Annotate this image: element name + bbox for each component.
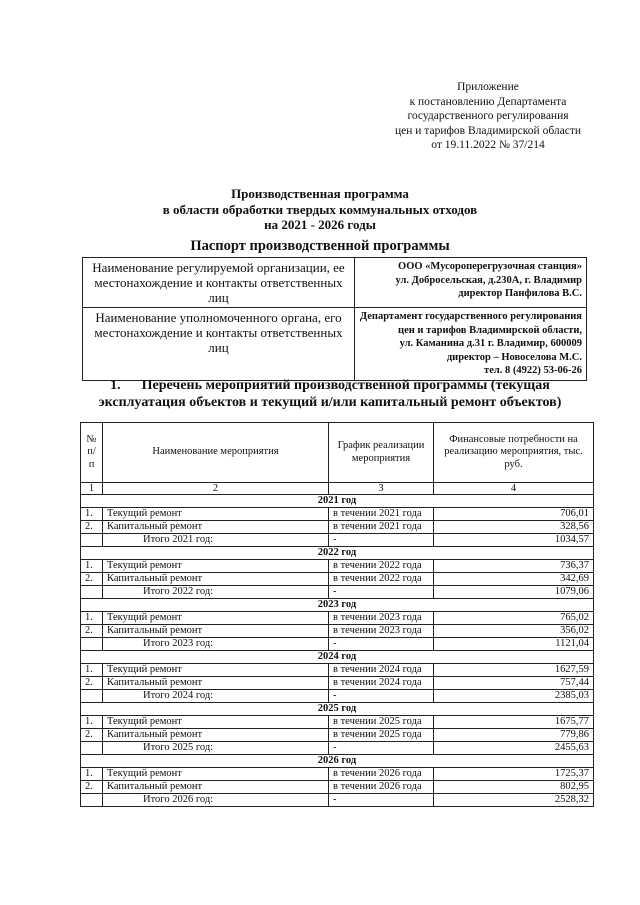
total-amount: 1121,04 bbox=[434, 638, 594, 651]
row-number: 1. bbox=[81, 716, 103, 729]
total-amount: 2528,32 bbox=[434, 794, 594, 807]
year-label: 2021 год bbox=[81, 495, 594, 508]
total-schedule: - bbox=[329, 742, 434, 755]
measure-name: Текущий ремонт bbox=[103, 664, 329, 677]
year-row bbox=[81, 651, 594, 664]
total-label: Итого 2024 год: bbox=[103, 690, 329, 703]
total-row bbox=[81, 690, 594, 703]
section-heading bbox=[70, 377, 590, 411]
appendix-line: цен и тарифов Владимирской области bbox=[394, 124, 582, 137]
total-row bbox=[81, 586, 594, 599]
value-line: директор – Новоселова М.С. bbox=[446, 351, 582, 363]
title-line-2: в области обработки твердых коммунальных отходов bbox=[162, 201, 478, 217]
total-empty-cell bbox=[81, 638, 103, 651]
measure-schedule: в течении 2021 года bbox=[329, 508, 434, 521]
measure-schedule: в течении 2026 года bbox=[329, 768, 434, 781]
measure-amount: 342,69 bbox=[434, 573, 594, 586]
measure-amount: 356,02 bbox=[434, 625, 594, 638]
measure-name: Текущий ремонт bbox=[103, 612, 329, 625]
measure-amount: 757,44 bbox=[434, 677, 594, 690]
year-label: 2023 год bbox=[81, 599, 594, 612]
measure-schedule: в течении 2022 года bbox=[329, 560, 434, 573]
measure-amount: 765,02 bbox=[434, 612, 594, 625]
measure-schedule: в течении 2025 года bbox=[329, 716, 434, 729]
table-row bbox=[81, 521, 594, 534]
total-schedule: - bbox=[329, 534, 434, 547]
document-title bbox=[0, 186, 640, 233]
passport-value bbox=[355, 308, 587, 381]
column-number: 4 bbox=[434, 483, 594, 495]
table-row bbox=[81, 508, 594, 521]
row-number: 1. bbox=[81, 508, 103, 521]
row-number: 2. bbox=[81, 573, 103, 586]
year-row bbox=[81, 703, 594, 716]
measure-amount: 802,95 bbox=[434, 781, 594, 794]
row-number: 1. bbox=[81, 768, 103, 781]
row-number: 1. bbox=[81, 664, 103, 677]
table-row bbox=[81, 664, 594, 677]
measure-name: Текущий ремонт bbox=[103, 560, 329, 573]
total-amount: 2455,63 bbox=[434, 742, 594, 755]
header-cell-schedule: График реализации мероприятия bbox=[329, 423, 434, 483]
measure-name: Капитальный ремонт bbox=[103, 781, 329, 794]
total-amount: 1034,57 bbox=[434, 534, 594, 547]
measure-amount: 706,01 bbox=[434, 508, 594, 521]
column-number: 1 bbox=[81, 483, 103, 495]
measure-schedule: в течении 2025 года bbox=[329, 729, 434, 742]
total-schedule: - bbox=[329, 638, 434, 651]
measure-amount: 736,37 bbox=[434, 560, 594, 573]
passport-table bbox=[82, 257, 587, 381]
measure-amount: 1675,77 bbox=[434, 716, 594, 729]
table-row bbox=[81, 716, 594, 729]
value-line: тел. 8 (4922) 53-06-26 bbox=[484, 365, 582, 376]
total-schedule: - bbox=[329, 690, 434, 703]
measure-schedule: в течении 2026 года bbox=[329, 781, 434, 794]
table-row bbox=[81, 625, 594, 638]
table-row bbox=[81, 612, 594, 625]
section-title: Перечень мероприятий производственной программы (текущая эксплуатация объектов и текущий и/или капитальный ремонт объектов) bbox=[98, 378, 562, 410]
passport-title: Паспорт производственной программы bbox=[190, 238, 450, 254]
year-label: 2022 год bbox=[81, 547, 594, 560]
total-amount: 2385,03 bbox=[434, 690, 594, 703]
table-header-row bbox=[81, 423, 594, 483]
total-row bbox=[81, 794, 594, 807]
total-label: Итого 2021 год: bbox=[103, 534, 329, 547]
appendix-line: государственного регулирования bbox=[407, 110, 569, 123]
table-row bbox=[81, 781, 594, 794]
row-number: 2. bbox=[81, 729, 103, 742]
total-label: Итого 2025 год: bbox=[103, 742, 329, 755]
total-label: Итого 2026 год: bbox=[103, 794, 329, 807]
total-row bbox=[81, 638, 594, 651]
header-cell-name: Наименование мероприятия bbox=[103, 423, 329, 483]
appendix-block bbox=[380, 80, 596, 153]
value-line: директор Панфилова В.С. bbox=[458, 288, 582, 299]
total-schedule: - bbox=[329, 794, 434, 807]
table-row bbox=[81, 768, 594, 781]
value-line: ул. Добросельская, д.230А, г. Владимир bbox=[395, 274, 582, 286]
year-label: 2024 год bbox=[81, 651, 594, 664]
table-row bbox=[81, 729, 594, 742]
row-number: 2. bbox=[81, 521, 103, 534]
measure-schedule: в течении 2023 года bbox=[329, 625, 434, 638]
passport-row-organization bbox=[83, 258, 587, 308]
value-line: Департамент государственного регулирования bbox=[359, 311, 582, 322]
measure-name: Текущий ремонт bbox=[103, 716, 329, 729]
passport-label: Наименование уполномоченного органа, его местонахождение и контакты ответственных лиц bbox=[83, 308, 355, 381]
column-number: 3 bbox=[329, 483, 434, 495]
row-number: 1. bbox=[81, 560, 103, 573]
title-line-3: на 2021 - 2026 годы bbox=[264, 217, 376, 232]
measure-schedule: в течении 2022 года bbox=[329, 573, 434, 586]
measure-name: Капитальный ремонт bbox=[103, 521, 329, 534]
table-row bbox=[81, 573, 594, 586]
measure-name: Текущий ремонт bbox=[103, 768, 329, 781]
year-label: 2026 год bbox=[81, 755, 594, 768]
measure-name: Капитальный ремонт bbox=[103, 625, 329, 638]
title-line-1: Производственная программа bbox=[231, 186, 409, 201]
total-row bbox=[81, 742, 594, 755]
section-number: 1. bbox=[110, 378, 121, 393]
total-schedule: - bbox=[329, 586, 434, 599]
year-row bbox=[81, 495, 594, 508]
header-cell-number: № п/п bbox=[81, 423, 103, 483]
column-number-row bbox=[81, 483, 594, 495]
total-empty-cell bbox=[81, 794, 103, 807]
measure-amount: 1725,37 bbox=[434, 768, 594, 781]
total-label: Итого 2023 год: bbox=[103, 638, 329, 651]
measure-schedule: в течении 2021 года bbox=[329, 521, 434, 534]
passport-label: Наименование регулируемой организации, ее местонахождение и контакты ответственных лиц bbox=[83, 258, 355, 308]
passport-row-authority bbox=[83, 308, 587, 381]
measure-name: Текущий ремонт bbox=[103, 508, 329, 521]
measure-amount: 1627,59 bbox=[434, 664, 594, 677]
measure-amount: 328,56 bbox=[434, 521, 594, 534]
appendix-line: Приложение bbox=[457, 81, 519, 93]
row-number: 1. bbox=[81, 612, 103, 625]
measure-amount: 779,86 bbox=[434, 729, 594, 742]
table-row bbox=[81, 560, 594, 573]
value-line: ООО «Мусороперегрузочная станция» bbox=[398, 261, 582, 272]
value-line: цен и тарифов Владимирской области, bbox=[398, 324, 582, 336]
passport-value bbox=[355, 258, 587, 308]
row-number: 2. bbox=[81, 781, 103, 794]
appendix-line: к постановлению Департамента bbox=[409, 95, 567, 108]
year-row bbox=[81, 599, 594, 612]
total-empty-cell bbox=[81, 690, 103, 703]
value-line: ул. Каманина д.31 г. Владимир, 600009 bbox=[399, 338, 582, 349]
measure-schedule: в течении 2024 года bbox=[329, 677, 434, 690]
measure-name: Капитальный ремонт bbox=[103, 573, 329, 586]
total-empty-cell bbox=[81, 742, 103, 755]
year-row bbox=[81, 755, 594, 768]
column-number: 2 bbox=[103, 483, 329, 495]
measure-name: Капитальный ремонт bbox=[103, 677, 329, 690]
total-row bbox=[81, 534, 594, 547]
appendix-line: от 19.11.2022 № 37/214 bbox=[431, 139, 545, 152]
total-empty-cell bbox=[81, 534, 103, 547]
year-row bbox=[81, 547, 594, 560]
header-cell-amount: Финансовые потребности на реализацию мероприятия, тыс. руб. bbox=[434, 423, 594, 483]
measures-table bbox=[80, 422, 594, 807]
measure-schedule: в течении 2024 года bbox=[329, 664, 434, 677]
row-number: 2. bbox=[81, 625, 103, 638]
year-label: 2025 год bbox=[81, 703, 594, 716]
total-label: Итого 2022 год: bbox=[103, 586, 329, 599]
measure-schedule: в течении 2023 года bbox=[329, 612, 434, 625]
table-row bbox=[81, 677, 594, 690]
row-number: 2. bbox=[81, 677, 103, 690]
measure-name: Капитальный ремонт bbox=[103, 729, 329, 742]
total-amount: 1079,06 bbox=[434, 586, 594, 599]
total-empty-cell bbox=[81, 586, 103, 599]
